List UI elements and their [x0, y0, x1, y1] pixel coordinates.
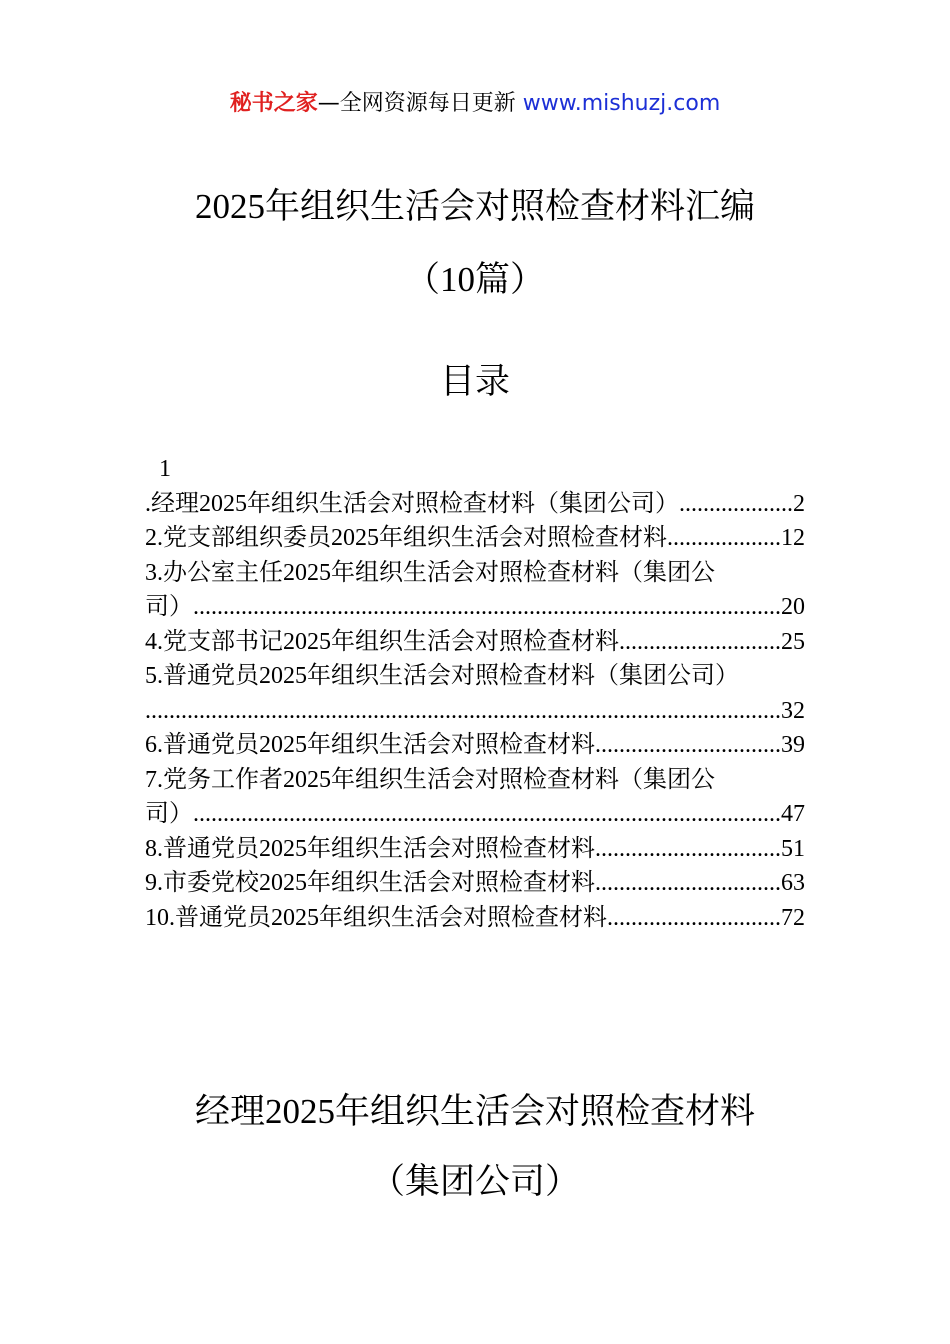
- toc-entry-text: 10.普通党员2025年组织生活会对照检查材料: [145, 904, 607, 931]
- toc-page-number: 51: [781, 835, 805, 862]
- toc-leader: [667, 521, 781, 556]
- toc-leader: [595, 866, 781, 901]
- table-of-contents: [145, 452, 805, 935]
- toc-entry[interactable]: [145, 832, 805, 867]
- toc-entry-text-cont: 司）: [145, 801, 193, 827]
- toc-page-number: 72: [781, 904, 805, 931]
- toc-page-number: 25: [781, 628, 805, 655]
- section-subtitle: （集团公司）: [369, 1162, 580, 1201]
- toc-entry-text: 8.普通党员2025年组织生活会对照检查材料: [145, 835, 595, 862]
- toc-leader: [193, 797, 781, 832]
- header-slogan: 全网资源每日更新: [339, 91, 516, 116]
- toc-leader: [595, 728, 781, 763]
- toc-entry-text: .经理2025年组织生活会对照检查材料（集团公司）: [145, 490, 679, 517]
- document-title: 2025年组织生活会对照检查材料汇编: [194, 187, 755, 226]
- toc-first-number: 1: [159, 456, 171, 482]
- header-dash: —: [317, 91, 340, 116]
- toc-entry[interactable]: [145, 487, 805, 522]
- toc-leader: [595, 832, 781, 867]
- toc-leader: [607, 901, 781, 936]
- toc-entry-continuation[interactable]: [145, 797, 805, 832]
- toc-entry[interactable]: [145, 521, 805, 556]
- toc-heading: 目录: [439, 362, 510, 401]
- toc-entry[interactable]: [145, 763, 805, 798]
- toc-entry[interactable]: [145, 866, 805, 901]
- toc-leader: [619, 625, 781, 660]
- toc-entry-continuation[interactable]: [145, 694, 805, 729]
- toc-entry[interactable]: [145, 625, 805, 660]
- toc-entry-continuation[interactable]: [145, 590, 805, 625]
- toc-entry-text: 2.党支部组织委员2025年组织生活会对照检查材料: [145, 525, 667, 551]
- toc-page-number: 63: [781, 870, 805, 896]
- toc-page-number: 2: [793, 490, 805, 517]
- toc-page-number: 32: [781, 697, 805, 724]
- toc-leader: [193, 590, 781, 625]
- toc-entry-text: 6.普通党员2025年组织生活会对照检查材料: [145, 732, 595, 758]
- toc-entry[interactable]: [145, 901, 805, 936]
- site-url-link[interactable]: www.mishuzj.com: [522, 91, 721, 116]
- toc-page-number: 20: [781, 594, 805, 620]
- toc-entry-text: 7.党务工作者2025年组织生活会对照检查材料（集团公: [145, 766, 715, 793]
- site-header: [0, 88, 950, 120]
- toc-leader: [145, 694, 781, 729]
- section-title: 经理2025年组织生活会对照检查材料: [194, 1092, 755, 1131]
- toc-entry-text: 4.党支部书记2025年组织生活会对照检查材料: [145, 628, 619, 655]
- toc-entry-text: 3.办公室主任2025年组织生活会对照检查材料（集团公: [145, 559, 715, 586]
- toc-entry-text-cont: 司）: [145, 594, 193, 620]
- toc-entry[interactable]: [145, 659, 805, 694]
- toc-entry[interactable]: [145, 728, 805, 763]
- toc-page-number: 47: [781, 801, 805, 827]
- toc-entry[interactable]: [145, 556, 805, 591]
- document-subtitle: （10篇）: [404, 260, 545, 299]
- toc-leader: [679, 487, 793, 522]
- brand-name: 秘书之家: [229, 91, 318, 116]
- toc-page-number: 12: [781, 525, 805, 551]
- toc-page-number: 39: [781, 732, 805, 758]
- toc-entry-text: 9.市委党校2025年组织生活会对照检查材料: [145, 870, 595, 896]
- toc-entry-text: 5.普通党员2025年组织生活会对照检查材料（集团公司）: [145, 663, 739, 689]
